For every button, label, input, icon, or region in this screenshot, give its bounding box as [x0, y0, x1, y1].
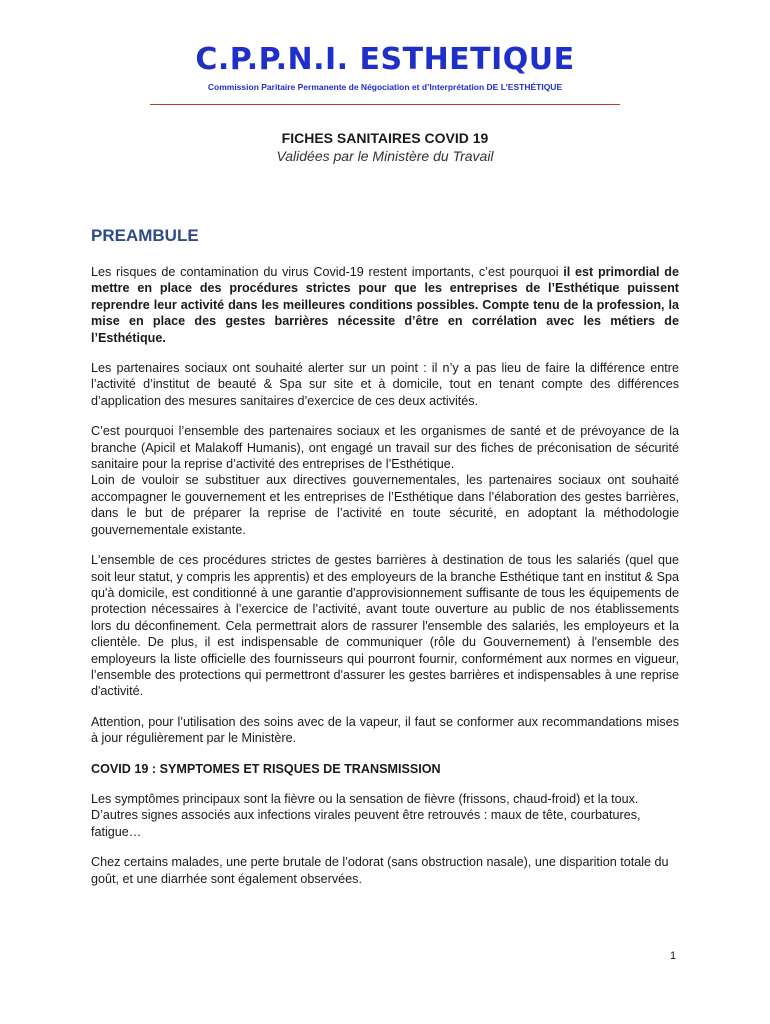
covid-paragraph-1: Les symptômes principaux sont la fièvre ou la sensation de fièvre (frissons, chaud-froid) et la toux. D’autres signes associés aux infections virales peuvent être retrouvés : maux de tête, courbatures, fatigue…	[91, 791, 641, 839]
org-subtitle: Commission Paritaire Permanente de Négociation et d’Interprétation DE L’ESTHÉTIQUE	[207, 82, 563, 92]
preambule-paragraph-6: Attention, pour l’utilisation des soins avec de la vapeur, il faut se conformer aux recommandations mises à jour régulièrement par le Ministère.	[91, 714, 679, 746]
page-number: 1	[670, 950, 677, 962]
preambule-p1-normal: Les risques de contamination du virus Covid-19 restent importants, c’est pourquoi	[91, 265, 564, 279]
preambule-p1-bold: il est primordial de mettre en place des procédures strictes pour que les entreprises de l’Esthétique puissent reprendre leur activité dans les meilleures conditions possibles. Compte tenu de la profession, la mise en place des gestes barrières nécessite d’être en corrélation avec les métiers de l’Esthétique.	[91, 265, 679, 345]
preambule-paragraph-3: C’est pourquoi l’ensemble des partenaires sociaux et les organismes de santé et de prévoyance de la branche (Apicil et Malakoff Humanis), ont engagé un travail sur des fiches de préconisation de sécurité sanitaire pour la reprise d’activité des entreprises de l’Esthétique.	[91, 424, 679, 472]
covid-section-heading: COVID 19 : SYMPTOMES ET RISQUES DE TRANSMISSION	[91, 761, 441, 776]
document-title: FICHES SANITAIRES COVID 19	[281, 130, 489, 146]
body-text	[91, 264, 679, 901]
preambule-paragraph-1	[91, 264, 679, 346]
covid-paragraph-2: Chez certains malades, une perte brutale de l’odorat (sans obstruction nasale), une disparition totale du goût, et une diarrhée sont également observées.	[91, 855, 669, 886]
preambule-paragraph-4: Loin de vouloir se substituer aux directives gouvernementales, les partenaires sociaux ont souhaité accompagner le gouvernement et les entreprises de l’Esthétique dans l’élaboration des gestes barrières, dans le but de préparer la reprise de l’activité en toute sécurité, en adoptant la méthodologie gouvernementale existante.	[91, 473, 679, 537]
org-title: C.P.P.N.I. ESTHETIQUE	[195, 42, 575, 77]
document-subtitle: Validées par le Ministère du Travail	[276, 148, 494, 164]
preambule-paragraph-2: Les partenaires sociaux ont souhaité alerter sur un point : il n’y a pas lieu de faire la différence entre l’activité d’institut de beauté & Spa sur site et à domicile, tout en tenant compte des différences d’application des mesures sanitaires d’exercice de ces deux activités.	[91, 361, 679, 408]
header-divider	[150, 104, 620, 105]
preambule-heading: PREAMBULE	[91, 226, 199, 245]
preambule-paragraph-5: L'ensemble de ces procédures strictes de gestes barrières à destination de tous les salariés (quel que soit leur statut, y compris les apprentis) et des employeurs de la branche Esthétique tant en institut & Spa qu'à domicile, est conditionné à une garantie d'approvisionnement suffisante de tous les équipements de protection nécessaires à l’exercice de l’activité, avant toute ouverture au public de nos établissements lors du déconfinement. Cela permettrait alors de rassurer l'ensemble des salariés, les employeurs et la clientèle. De plus, il est indispensable de communiquer (rôle du Gouvernement) à l'ensemble des employeurs la liste officielle des fournisseurs qui pourront fournir, conformément aux normes en vigueur, l’ensemble des protections qui permettront d'assurer les gestes barrières et indispensables à une reprise d'activité.	[91, 553, 679, 699]
